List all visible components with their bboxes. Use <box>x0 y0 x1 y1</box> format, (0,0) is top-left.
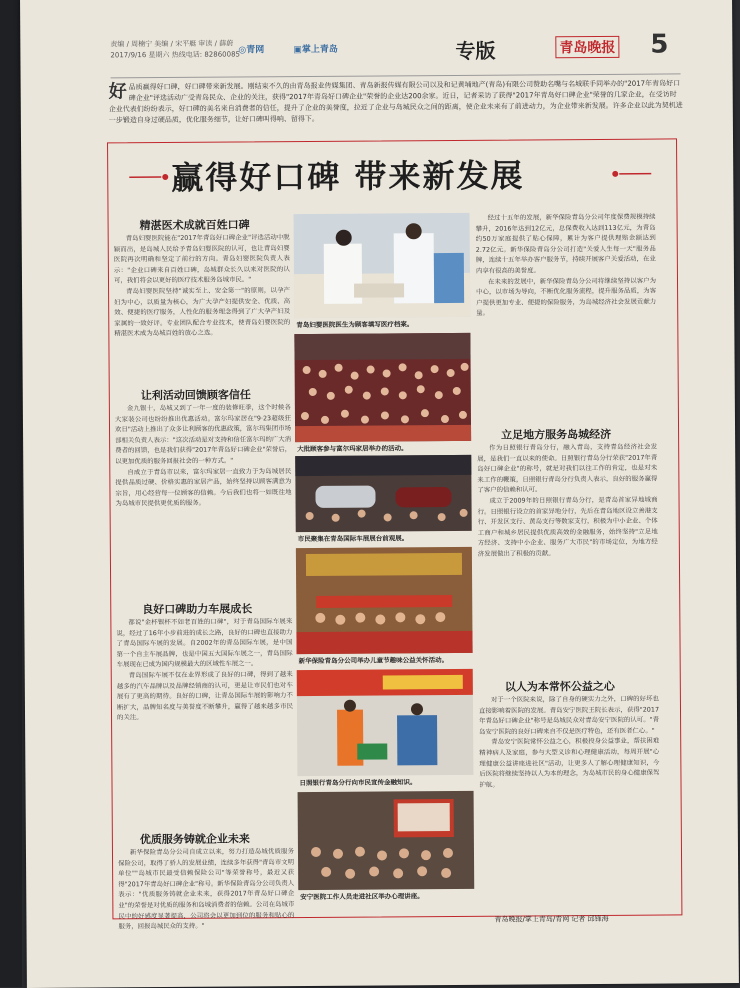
page-number: 5 <box>650 29 668 59</box>
intro-paragraph <box>109 78 684 126</box>
background-strip <box>0 0 22 987</box>
section-title-6: 以人为本常怀公益之心 <box>505 678 615 695</box>
paragraph: 都说"金杯银杯不如老百姓的口碑"，对于青岛国际车展来说，经过了16年小步前进的成长之路，良好的口碑也直接助力了青岛国际车展的发展。自2002年的青岛国际车展，是中国第一个自主车展品牌，也是中国五大国际车展之一，青岛国际车展现在已成为国内规模最大的区域性车展之一。 <box>116 616 292 670</box>
paragraph: 青岛国际车展不仅在业界形成了良好的口碑，得到了越来越多的汽车品牌以及品牌经销商的认可，更是让市民们也对车展有了更高的期待。良好的口碑，让青岛国际车展的影响力不断扩大，品牌知名度与美誉度不断攀升，赢得了越来越多市民的关注。 <box>117 669 293 723</box>
reporter-credit: 青岛晚报/掌上青岛/青网 记者 邱锋海 <box>494 914 608 925</box>
editor-line: 责编 / 周楠宁 美编 / 宋平艇 审读 / 薛蔚 <box>110 38 240 50</box>
photo-caption-6: 安宁医院工作人员走进社区举办心理讲座。 <box>300 891 424 901</box>
headline-ornament-right <box>611 170 651 178</box>
brand-logo: 青岛晚报 <box>555 36 619 58</box>
photo-insurance <box>296 547 473 654</box>
photo-lecture-image <box>298 791 475 890</box>
section-title-2: 让利活动回馈顾客信任 <box>141 386 251 403</box>
paragraph: 在未来的发展中，新华保险青岛分公司将继续坚持以客户为中心，以市场为导向，不断优化服务流程，提升服务品质，为客户提供更加专业、便捷的保险服务，为岛城经济社会发展贡献力量。 <box>476 275 656 319</box>
photo-bank-image <box>297 669 474 776</box>
date-line: 2017/9/16 星期六 热线电话: 82860085 <box>110 49 240 61</box>
header-divider <box>111 73 681 78</box>
section-body-4-continued <box>476 212 657 383</box>
section-body-4 <box>118 846 294 913</box>
section-title: 专版 <box>455 35 495 64</box>
photo-hospital <box>294 213 471 318</box>
qingwang-logo: ◎青网 <box>238 42 264 55</box>
paragraph: 青岛妇婴医院坚持"诚实至上、安全第一"的原则，以孕产妇为中心，以质量为核心，为广大孕产妇提供安全、优质、高效、便捷的医疗服务，人性化的服务理念得到了广大孕产妇及家属的一致好评。专业团队配合专业技术，使青岛妇婴医院的精湛医术成为岛城百姓的放心之选。 <box>114 285 290 339</box>
section-body-2 <box>115 402 292 593</box>
paragraph: 青岛妇婴医院能在"2017年青岛好口碑企业"评选活动中脱颖而出，是岛城人民给予青岛妇婴医院的认可，也让青岛妇婴医院再次明确和坚定了前行的方向。青岛妇婴医院负责人表示："企业口碑来自百姓口碑，岛城群众长久以来对医院的认可，我们将会以更好的医疗技术服务岛城市民。" <box>114 232 290 286</box>
photo-bank <box>297 669 474 776</box>
section-body-3 <box>116 616 293 827</box>
paragraph: 青岛安宁医院常怀公益之心，积极投身公益事业，帮扶困难精神病人及家庭，参与大型义诊和心理健康活动，每周开展"心理健康公益讲座进社区"活动，让更多人了解心理健康知识，今后医院将继续坚持以人为本的理念，为岛城市民的身心健康保驾护航。 <box>479 736 659 790</box>
section-body-5 <box>477 442 659 675</box>
section-body-6 <box>479 694 660 909</box>
section-title-1: 精湛医术成就百姓口碑 <box>140 216 250 233</box>
photo-caption-1: 青岛妇婴医院医生为顾客填写医疗档案。 <box>296 319 413 329</box>
qingwang-logo-icon: ◎ <box>238 45 246 55</box>
paragraph: 成立于2009年的日照银行青岛分行，是青岛首家异地城商行。日照银行设立的首家异地分行，先后在青岛地区设立善港支行、开发区支行、黄岛支行等数家支行，积极为中小企业、个体工商户和城乡居民提供优质高效的金融服务，始终坚持"立足地方经济、支持中小企业、服务广大市民"的市场定位，为地方经济发展做出了积极的贡献。 <box>478 495 658 560</box>
photo-caption-4: 新华保险青岛分公司举办儿童节趣味公益关怀活动。 <box>299 655 449 665</box>
photo-autoshow <box>295 455 472 532</box>
app-logo: ▣掌上青岛 <box>293 42 338 55</box>
headline: 赢得好口碑 带来新发展 <box>171 150 524 198</box>
photo-crowd-image <box>294 333 471 442</box>
paragraph: 对于一个医院来说，除了自身的硬实力之外，口碑的好坏也直接影响着医院的发展。青岛安宁医院王院长表示，获得"2017年青岛好口碑企业"称号是岛城民众对青岛安宁医院的认可。"青岛安宁医院的良好口碑来自不仅是医疗特色，还有医者仁心。" <box>479 694 659 738</box>
paragraph: 自成立于青岛市以来，富尔玛家居一直致力于为岛城居民提供品质过硬、价格实惠的家居产品，始终坚持以顾客满意为宗旨，用心经营每一位顾客的信赖。今后我们也将一如既往地为岛城市民提供更优质的服务。 <box>115 466 291 510</box>
paragraph: 作为日照银行青岛分行，融入青岛，支持青岛经济社会发展，是我们一直以来的使命。日照银行青岛分行荣获"2017年青岛好口碑企业"的称号，就是对我们以往工作的肯定，也是对未来工作的鞭策，日照银行青岛分行负责人表示，良好的服务赢得了客户的信赖和认可。 <box>477 442 657 496</box>
photo-crowd <box>294 333 471 442</box>
intro-dropcap: 好 <box>109 82 127 102</box>
paragraph: 金九银十，岛城又到了一年一度的装修旺季，这个时候各大家装公司也纷纷推出优惠活动。富尔玛家居在"9·23超级狂欢日"活动上推出了众多让利顾客的优惠政策，富尔玛集团市场部相关负责人表示："这次活动是对支持和信任富尔玛的广大消费者的回馈，也是我们获得"2017年青岛好口碑企业"荣誉后，以更加优质的服务回报社会的一种方式。" <box>115 402 291 467</box>
section-title-4: 优质服务铸就企业未来 <box>140 830 250 847</box>
section-title-3: 良好口碑助力车展成长 <box>142 600 252 617</box>
section-body-1 <box>114 232 291 383</box>
photo-insurance-image <box>296 547 473 654</box>
photo-caption-2: 大批顾客参与富尔玛家居举办的活动。 <box>297 443 408 453</box>
header-meta <box>110 38 240 61</box>
app-logo-icon: ▣ <box>293 45 302 55</box>
paragraph: 新华保险青岛分公司自成立以来，努力打造岛城优质服务保险公司，取得了骄人的发展业绩，连续多年获得"青岛市文明单位""岛城市民最受信赖保险公司"等荣誉称号，最近又获得"2017年青岛好口碑企业"称号。新华保险青岛分公司负责人表示："优质服务铸就企业未来，获得2017年青岛好口碑企业"的荣誉是对优质的服务和岛城消费者的信赖。公司在岛城市民中的好感度显著提高，公司将会以更加到位的服务和贴心的服务，回报岛城民众的支持。" <box>118 846 295 932</box>
intro-text: 品质赢得好口碑，好口碑带来新发展。刚结束不久的由青岛报业传媒集团、青岛新报传媒有限公司以及和记黄埔地产(青岛)有限公司赞助名嘴与名城联手同举办的"2017年青岛好口碑企业"评选活动广受青岛民众、企业的关注，获得"2017年青岛好口碑企业"荣誉的企业达200余家。近日，记者采访了获得"2017年青岛好口碑企业"荣誉的几家企业，在受访时企业代表们纷纷表示，好口碑的美名来自消费者的信任，提升了企业的美誉度，拉近了企业与岛城民众之间的距离，使企业未来有了前进动力，为企业带来新发展。许多企业以此为契机进一步锻造自身过硬品质，优化服务细节，让好口碑叫得响、留得下。 <box>109 79 683 124</box>
photo-autoshow-image <box>295 455 472 532</box>
photo-lecture <box>298 791 475 890</box>
paragraph: 经过十五年的发展，新华保险青岛分公司年度保费规模持续攀升，2016年达到12亿元，总保费收入达到113亿元，为青岛约50万家庭提供了贴心保障，累计为客户提供理赔金额达到2.72亿元。新华保险青岛分公司打造"关爱人生每一天"服务品牌，连续十五年举办客户服务节，持续开展客户关爱活动，在业内享有很高的美誉度。 <box>476 212 656 277</box>
photo-hospital-image <box>294 213 471 318</box>
section-title-5: 立足地方服务岛城经济 <box>501 426 611 443</box>
newspaper-page <box>20 0 739 988</box>
photo-caption-5: 日照银行青岛分行向市民宣传金融知识。 <box>299 777 416 787</box>
headline-ornament-left <box>129 173 169 181</box>
page-header <box>110 35 680 73</box>
photo-caption-3: 市民聚集在青岛国际车展展台前观展。 <box>298 533 409 543</box>
